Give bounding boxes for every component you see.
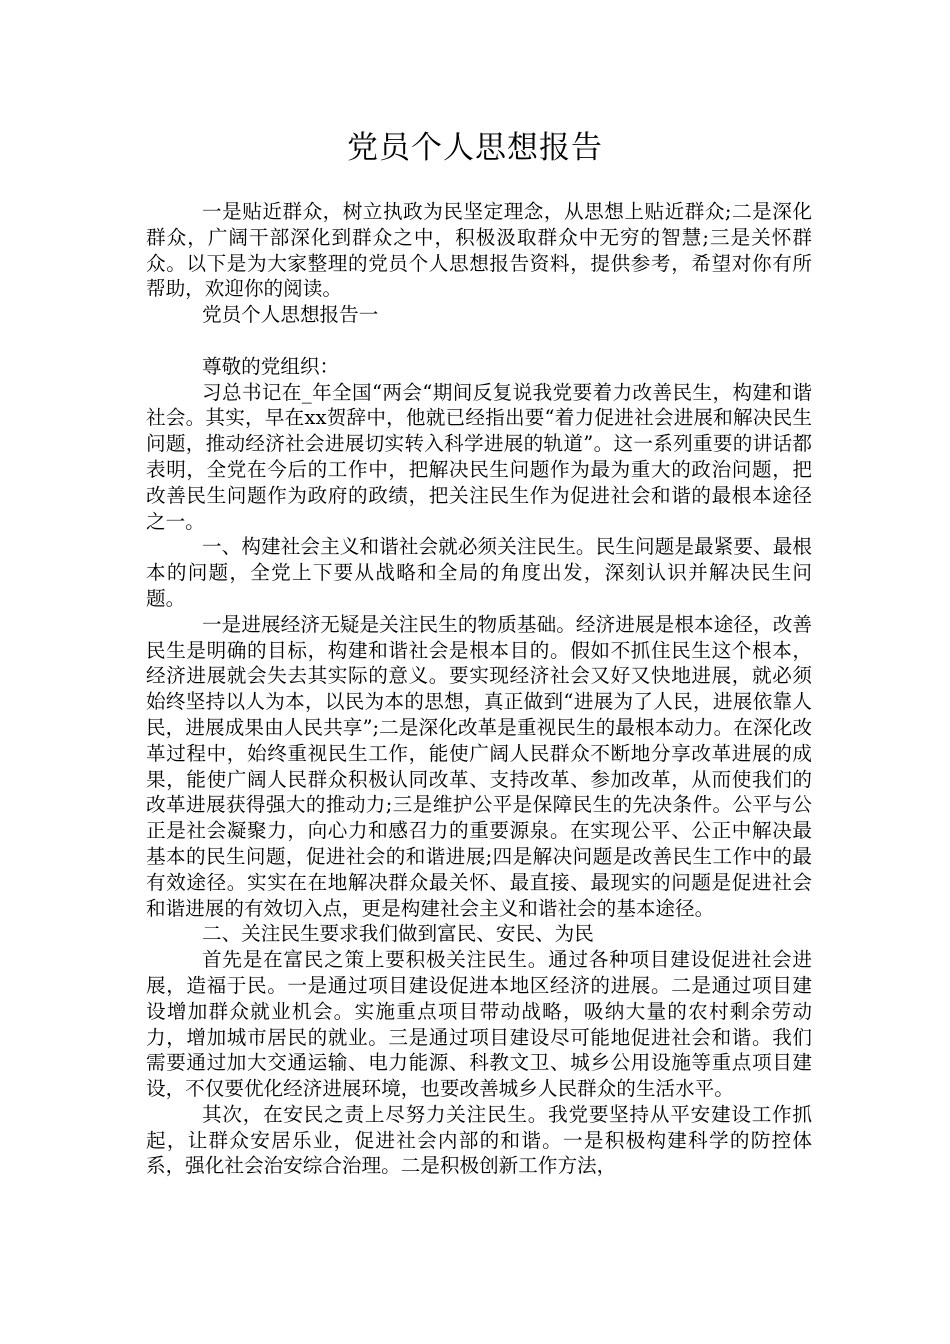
section-two-heading: 二、关注民生要求我们做到富民、安民、为民	[202, 922, 594, 946]
body-paragraph: 一是进展经济无疑是关注民生的物质基础。经济进展是根本途径，改善民生是明确的目标，构建和谐社会是根本目的。假如不抓住民生这个根本，经济进展就会失去其实际的意义。要实现经济社会又好又快地进展，就必须始终坚持以人为本，以民为本的思想，真正做到“进展为了人民，进展依靠人民，进展成果由人民共享”;二是深化改革是重视民生的最根本动力。在深化改革过程中，始终重视民生工作，能使广阔人民群众不断地分享改革进展的成果，能使广阔人民群众积极认同改革、支持改革、参加改革，从而使我们的改革进展获得强大的推动力;三是维护公平是保障民生的先决条件。公平与公正是社会凝聚力，向心力和感召力的重要源泉。在实现公平、公正中解决最基本的民生问题，促进社会的和谐进展;四是解决问题是改善民生工作中的最有效途径。实实在在地解决群众最关怀、最直接、最现实的问题是促进社会和谐进展的有效切入点，更是构建社会主义和谐社会的基本途径。	[146, 612, 812, 920]
body-paragraph: 首先是在富民之策上要积极关注民生。通过各种项目建设促进社会进展，造福于民。一是通过项目建设促进本地区经济的进展。二是通过项目建设增加群众就业机会。实施重点项目带动战略，吸纳大量的农村剩余劳动力，增加城市居民的就业。三是通过项目建设尽可能地促进社会和谐。我们需要通过加大交通运输、电力能源、科教文卫、城乡公用设施等重点项目建设，不仅要优化经济进展环境，也要改善城乡人民群众的生活水平。	[146, 948, 812, 1101]
body-paragraph: 其次，在安民之责上尽努力关注民生。我党要坚持从平安建设工作抓起，让群众安居乐业，促进社会内部的和谐。一是积极构建科学的防控体系，强化社会治安综合治理。二是积极创新工作方法，	[146, 1102, 812, 1178]
section-one-paragraph: 一、构建社会主义和谐社会就必须关注民生。民生问题是最紧要、最根本的问题，全党上下要从战略和全局的角度出发，深刻认识并解决民生问题。	[146, 535, 812, 610]
intro-paragraph: 一是贴近群众，树立执政为民坚定理念，从思想上贴近群众;二是深化群众，广阔干部深化到群众之中，积极汲取群众中无穷的智慧;三是关怀群众。以下是为大家整理的党员个人思想报告资料，提供参考，希望对你有所帮助，欢迎你的阅读。	[146, 200, 812, 301]
body-paragraph: 习总书记在_年全国“两会“期间反复说我党要着力改善民生，构建和谐社会。其实，早在xx贺辞中，他就已经指出要“着力促进社会进展和解决民生问题，推动经济社会进展切实转入科学进展的轨道”。这一系列重要的讲话都表明，全党在今后的工作中，把解决民生问题作为最为重大的政治问题，把改善民生问题作为政府的政绩，把关注民生作为促进社会和谐的最根本途径之一。	[146, 380, 812, 533]
document-body	[146, 199, 812, 1179]
section-heading-report-one: 党员个人思想报告一	[202, 303, 379, 327]
document-title: 党员个人思想报告	[347, 130, 603, 166]
blank-line	[146, 328, 812, 354]
salutation: 尊敬的党组织：	[202, 354, 340, 378]
